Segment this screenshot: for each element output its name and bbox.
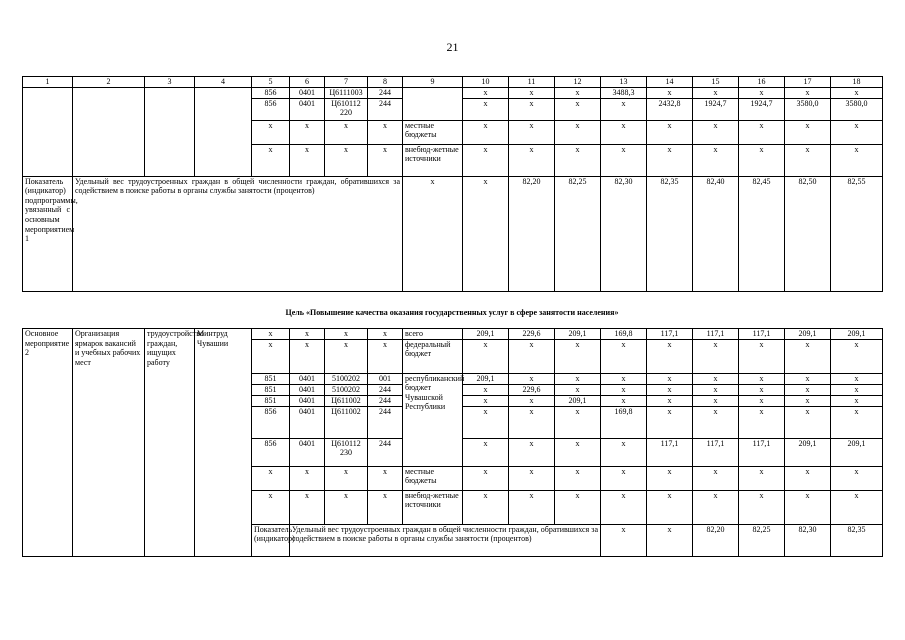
table-cell: x <box>509 406 555 438</box>
col-6: 6 <box>290 77 325 88</box>
table-cell: x <box>647 88 693 99</box>
table-cell: 117,1 <box>693 329 739 340</box>
table-cell: x <box>252 490 290 524</box>
table-cell: 244 <box>368 438 403 466</box>
indicator-label: Показатель (индикатор) подпрограммы, увязанный с основным мероприятием 1 <box>23 176 73 291</box>
table-cell: 82,25 <box>555 176 601 291</box>
table-cell: x <box>463 438 509 466</box>
table-cell: x <box>601 438 647 466</box>
empty-cell <box>23 88 73 177</box>
col-15: 15 <box>693 77 739 88</box>
indicator-row <box>23 176 883 291</box>
table-cell: 117,1 <box>647 329 693 340</box>
table-cell: 117,1 <box>739 329 785 340</box>
table-cell: x <box>290 329 325 340</box>
table-cell: x <box>601 490 647 524</box>
source-cell: местные бюджеты <box>403 466 463 490</box>
table-cell: x <box>693 406 739 438</box>
table-cell: x <box>785 88 831 99</box>
table-cell: 3488,3 <box>601 88 647 99</box>
table-cell: Ц611002 <box>325 406 368 438</box>
responsible-executor: Минтруд Чувашии <box>195 329 252 557</box>
table-cell: x <box>647 384 693 395</box>
budget-table-lower <box>22 328 883 557</box>
table-cell: x <box>831 88 883 99</box>
table-cell: x <box>252 329 290 340</box>
table-cell: x <box>509 395 555 406</box>
table-cell: 169,8 <box>601 329 647 340</box>
indicator-text: Удельный вес трудоустроенных граждан в общей численности граждан, обратившихся за содействием в поиске работы в органы службы занятости (процентов) <box>73 176 403 291</box>
table-cell: Ц610112 230 <box>325 438 368 466</box>
table-cell: 209,1 <box>463 329 509 340</box>
table-cell: 82,30 <box>601 176 647 291</box>
source-cell <box>403 88 463 121</box>
indicator-label: Показатель (индикатор) <box>252 524 290 556</box>
table-cell: 82,20 <box>509 176 555 291</box>
table-cell: 244 <box>368 395 403 406</box>
table-cell: x <box>601 339 647 373</box>
col-4: 4 <box>195 77 252 88</box>
table-cell: x <box>831 406 883 438</box>
table-cell: 851 <box>252 373 290 384</box>
table-cell: x <box>555 339 601 373</box>
table-cell: x <box>785 373 831 384</box>
table-cell: x <box>325 120 368 144</box>
table-cell: 244 <box>368 384 403 395</box>
table-cell: x <box>739 373 785 384</box>
table-cell: x <box>739 339 785 373</box>
table-cell: x <box>601 120 647 144</box>
table-cell: 244 <box>368 406 403 438</box>
table-cell: x <box>555 373 601 384</box>
table-cell: x <box>463 339 509 373</box>
col-10: 10 <box>463 77 509 88</box>
table-cell: x <box>831 120 883 144</box>
table-cell: x <box>463 120 509 144</box>
table-cell: x <box>739 395 785 406</box>
table-cell: x <box>368 329 403 340</box>
table-cell: x <box>601 373 647 384</box>
table-cell: x <box>739 120 785 144</box>
table-cell: x <box>831 339 883 373</box>
table-cell: 209,1 <box>555 329 601 340</box>
table-cell: x <box>509 339 555 373</box>
table-cell: x <box>693 490 739 524</box>
table-cell: 3580,0 <box>831 98 883 120</box>
table-cell: Ц610112 220 <box>325 98 368 120</box>
table-cell: x <box>693 339 739 373</box>
table-cell: 82,25 <box>739 524 785 556</box>
table-cell: x <box>463 406 509 438</box>
table-cell: x <box>555 466 601 490</box>
col-5: 5 <box>252 77 290 88</box>
table-cell: x <box>693 88 739 99</box>
table-cell: 82,30 <box>785 524 831 556</box>
table-cell: x <box>509 120 555 144</box>
table-cell: x <box>693 120 739 144</box>
table-cell: 856 <box>252 88 290 99</box>
table-cell: x <box>601 524 647 556</box>
col-11: 11 <box>509 77 555 88</box>
table-cell: 5100202 <box>325 384 368 395</box>
table-cell: x <box>601 144 647 176</box>
table-cell: x <box>647 373 693 384</box>
col-13: 13 <box>601 77 647 88</box>
table-cell: x <box>693 466 739 490</box>
table-cell: x <box>739 466 785 490</box>
table-cell: Ц611002 <box>325 395 368 406</box>
table-cell: x <box>290 339 325 373</box>
table-cell: 169,8 <box>601 406 647 438</box>
table-cell: x <box>368 339 403 373</box>
source-cell: федеральный бюджет <box>403 339 463 373</box>
table-cell: x <box>601 98 647 120</box>
empty-cell <box>145 88 195 177</box>
table-cell: x <box>739 144 785 176</box>
table-cell: x <box>463 395 509 406</box>
table-cell: x <box>647 395 693 406</box>
activity-name: Основное мероприятие 2 <box>23 329 73 557</box>
table-cell: x <box>601 395 647 406</box>
table-cell: x <box>739 384 785 395</box>
table-cell: 209,1 <box>785 438 831 466</box>
table-cell: Ц6111003 <box>325 88 368 99</box>
col-8: 8 <box>368 77 403 88</box>
col-16: 16 <box>739 77 785 88</box>
col-9: 9 <box>403 77 463 88</box>
table-cell: 229,6 <box>509 329 555 340</box>
table-cell: 1924,7 <box>739 98 785 120</box>
table-cell: x <box>831 384 883 395</box>
table-cell: 82,55 <box>831 176 883 291</box>
table-cell: x <box>509 98 555 120</box>
column-number-row <box>23 77 883 88</box>
table-cell: x <box>739 88 785 99</box>
table-cell: 244 <box>368 98 403 120</box>
table-cell: x <box>325 329 368 340</box>
col-2: 2 <box>73 77 145 88</box>
table-cell: x <box>325 144 368 176</box>
table-cell: x <box>647 466 693 490</box>
table-cell: x <box>739 406 785 438</box>
table-cell: x <box>831 144 883 176</box>
table-cell: x <box>647 120 693 144</box>
table-cell: 117,1 <box>647 438 693 466</box>
table-cell: 209,1 <box>785 329 831 340</box>
table-cell: x <box>555 120 601 144</box>
table-cell: 209,1 <box>555 395 601 406</box>
col-7: 7 <box>325 77 368 88</box>
table-cell: 82,35 <box>647 176 693 291</box>
budget-table-upper <box>22 76 883 292</box>
table-cell: x <box>252 466 290 490</box>
source-cell: всего <box>403 329 463 340</box>
table-cell: 0401 <box>290 438 325 466</box>
table-cell: x <box>647 490 693 524</box>
source-cell: местные бюджеты <box>403 120 463 144</box>
table-cell: x <box>785 384 831 395</box>
source-cell: внебюд-жетные источники <box>403 490 463 524</box>
table-cell: 2432,8 <box>647 98 693 120</box>
table-cell: x <box>693 395 739 406</box>
table-cell: x <box>368 144 403 176</box>
table-cell: 0401 <box>290 384 325 395</box>
table-cell: 82,35 <box>831 524 883 556</box>
table-cell: x <box>252 120 290 144</box>
table-cell: 856 <box>252 406 290 438</box>
col-3: 3 <box>145 77 195 88</box>
col-1: 1 <box>23 77 73 88</box>
table-cell: x <box>739 490 785 524</box>
table-cell: x <box>463 176 509 291</box>
col-18: 18 <box>831 77 883 88</box>
table-cell: x <box>831 490 883 524</box>
source-cell: республиканский бюджет Чувашской Республики <box>403 373 463 466</box>
table-cell: x <box>785 406 831 438</box>
table-cell: x <box>290 144 325 176</box>
empty-cell <box>195 88 252 177</box>
table-cell: 229,6 <box>509 384 555 395</box>
table-cell: x <box>403 176 463 291</box>
table-cell: x <box>509 144 555 176</box>
table-cell: x <box>509 466 555 490</box>
table-cell: 209,1 <box>831 329 883 340</box>
table-cell: x <box>555 98 601 120</box>
table-cell: 244 <box>368 88 403 99</box>
table-cell: 1924,7 <box>693 98 739 120</box>
table-cell: x <box>368 466 403 490</box>
col-12: 12 <box>555 77 601 88</box>
table-cell: x <box>252 339 290 373</box>
table-cell: x <box>693 144 739 176</box>
table-cell: 856 <box>252 438 290 466</box>
table-cell: x <box>463 384 509 395</box>
table-cell: 856 <box>252 98 290 120</box>
indicator-text: Удельный вес трудоустроенных граждан в общей численности граждан, обратившихся за содействием в поиске работы в органы службы занятости (процентов) <box>290 524 601 556</box>
table-cell: 0401 <box>290 373 325 384</box>
table-cell: 209,1 <box>463 373 509 384</box>
table-cell: 5100202 <box>325 373 368 384</box>
table-cell: x <box>463 98 509 120</box>
table-cell: 851 <box>252 384 290 395</box>
table-row <box>23 88 883 99</box>
table-cell: 82,20 <box>693 524 739 556</box>
table-cell: x <box>368 490 403 524</box>
table-cell: x <box>463 144 509 176</box>
table-cell: x <box>647 144 693 176</box>
table-cell: x <box>555 490 601 524</box>
source-cell: внебюд-жетные источники <box>403 144 463 176</box>
table-cell: x <box>555 144 601 176</box>
table-cell: 82,45 <box>739 176 785 291</box>
table-cell: x <box>463 88 509 99</box>
table-cell: x <box>647 406 693 438</box>
table-cell: x <box>509 373 555 384</box>
table-cell: x <box>601 384 647 395</box>
table-cell: x <box>647 339 693 373</box>
table-cell: x <box>785 466 831 490</box>
table-cell: 117,1 <box>739 438 785 466</box>
table-cell: x <box>555 88 601 99</box>
table-cell: x <box>647 524 693 556</box>
table-cell: x <box>785 339 831 373</box>
table-cell: x <box>555 406 601 438</box>
table-cell: 0401 <box>290 88 325 99</box>
table-cell: x <box>785 120 831 144</box>
table-cell: 001 <box>368 373 403 384</box>
table-cell: x <box>785 144 831 176</box>
table-cell: x <box>509 490 555 524</box>
empty-cell <box>73 88 145 177</box>
table-cell: x <box>785 490 831 524</box>
table-cell: 0401 <box>290 98 325 120</box>
table-cell: x <box>463 466 509 490</box>
table-cell: 0401 <box>290 406 325 438</box>
table-cell: x <box>601 466 647 490</box>
table-cell: 3580,0 <box>785 98 831 120</box>
table-row <box>23 329 883 340</box>
table-cell: x <box>785 395 831 406</box>
table-cell: x <box>555 438 601 466</box>
table-cell: x <box>693 373 739 384</box>
goal-title: Цель «Повышение качества оказания государственных услуг в сфере занятости населения» <box>285 308 619 317</box>
table-cell: x <box>325 490 368 524</box>
table-cell: 82,50 <box>785 176 831 291</box>
col-17: 17 <box>785 77 831 88</box>
activity-description: Организация ярмарок вакансий и учебных рабочих мест <box>73 329 145 557</box>
table-cell: x <box>325 466 368 490</box>
table-cell: x <box>831 466 883 490</box>
table-cell: x <box>368 120 403 144</box>
table-cell: x <box>252 144 290 176</box>
table-cell: x <box>831 373 883 384</box>
table-cell: x <box>290 490 325 524</box>
table-cell: x <box>555 384 601 395</box>
table-cell: 0401 <box>290 395 325 406</box>
table-cell: x <box>463 490 509 524</box>
table-cell: x <box>325 339 368 373</box>
table-cell: x <box>290 466 325 490</box>
page-number: 21 <box>446 40 459 54</box>
table-cell: 851 <box>252 395 290 406</box>
table-cell: 82,40 <box>693 176 739 291</box>
table-cell: x <box>509 438 555 466</box>
table-cell: 117,1 <box>693 438 739 466</box>
table-cell: x <box>831 395 883 406</box>
table-cell: 209,1 <box>831 438 883 466</box>
activity-goal: трудоустройство граждан, ищущих работу <box>145 329 195 557</box>
col-14: 14 <box>647 77 693 88</box>
table-cell: x <box>509 88 555 99</box>
table-cell: x <box>290 120 325 144</box>
table-cell: x <box>693 384 739 395</box>
